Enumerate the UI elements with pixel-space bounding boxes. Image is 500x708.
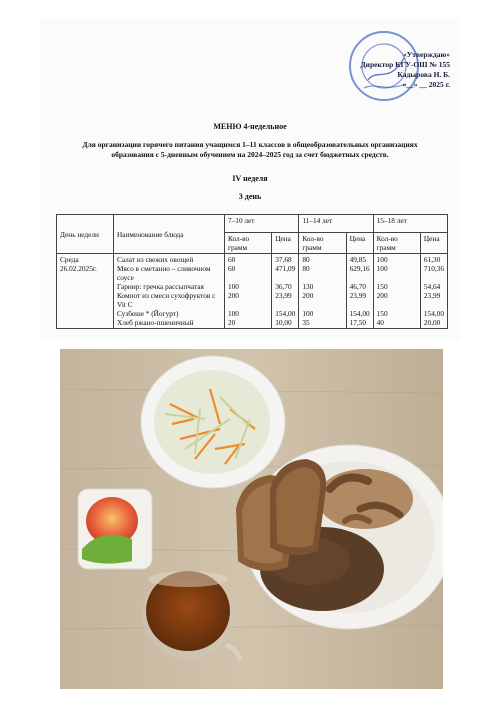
value: 150 — [376, 282, 388, 291]
header-qty: Кол-во грамм — [299, 233, 346, 254]
value-cell — [225, 254, 272, 329]
value: 710,36 — [423, 264, 444, 273]
value-cell — [346, 254, 373, 329]
header-day: День недели — [57, 215, 114, 254]
day-name: Среда — [60, 255, 79, 264]
value: 100 — [376, 264, 388, 273]
value: 49,85 — [349, 255, 366, 264]
meal-illustration — [60, 349, 443, 689]
menu-description: Для организации горячего питания учащимся 1–11 классов в общеобразовательных организациях образования с 5-дневным обучением на 2024–2025 год за счет бюджетных средств. — [82, 140, 418, 159]
value: 23,99 — [275, 291, 292, 300]
dish-name: Гарнир: гречка рассыпчатая — [117, 282, 204, 291]
value: 20,00 — [423, 318, 441, 327]
value: 100 — [376, 255, 388, 264]
dish-name: Сузбеше * (Йогурт) — [117, 309, 179, 318]
value: 20 — [228, 318, 236, 327]
value: 154,00 — [423, 309, 444, 318]
value: 10,00 — [275, 318, 292, 327]
approval-line: «Утверждаю» — [403, 50, 450, 59]
header-price: Цена — [346, 233, 373, 254]
header-dish: Наименование блюда — [114, 215, 225, 254]
approval-line: Директор КГУ-ОШ № 155 — [360, 60, 450, 69]
value-cell — [373, 254, 420, 329]
value: 46,70 — [349, 282, 366, 291]
value-cell — [420, 254, 447, 329]
header-age-group: 7–10 лет — [225, 215, 299, 233]
value: 35 — [302, 318, 310, 327]
yogurt-cup — [78, 489, 152, 569]
header-age-group: 11–14 лет — [299, 215, 373, 233]
menu-title: МЕНЮ 4-недельное — [213, 122, 287, 131]
value: 200 — [228, 291, 239, 300]
header-age-group: 15–18 лет — [373, 215, 447, 233]
value: 200 — [376, 291, 388, 300]
value-cell — [272, 254, 299, 329]
value: 54,64 — [423, 282, 441, 291]
value: 80 — [302, 264, 310, 273]
value: 23,99 — [423, 291, 441, 300]
dish-name: Мясо в сметанно – сливочном соусе — [117, 264, 211, 282]
dish-name: Хлеб ржано-пшеничный — [117, 318, 194, 327]
day-label: 3 день — [238, 192, 262, 201]
dish-name: Компот из смеси сухофруктов с Vit C — [117, 291, 216, 309]
value-cell — [299, 254, 346, 329]
value: 154,00 — [275, 309, 296, 318]
value: 130 — [302, 282, 314, 291]
value: 36,70 — [275, 282, 292, 291]
value: 629,16 — [349, 264, 370, 273]
header-price: Цена — [420, 233, 447, 254]
meal-photo — [60, 349, 443, 689]
value: 100 — [302, 309, 314, 318]
table-row — [57, 254, 448, 329]
dish-cell — [114, 254, 225, 329]
week-label: IV неделя — [232, 174, 268, 183]
value: 61,30 — [423, 255, 441, 264]
menu-table — [56, 214, 448, 329]
value: 40 — [376, 318, 384, 327]
value: 100 — [228, 282, 239, 291]
header-qty: Кол-во грамм — [225, 233, 272, 254]
value: 23,99 — [349, 291, 366, 300]
value: 100 — [228, 309, 239, 318]
value: 17,50 — [349, 318, 366, 327]
header-price: Цена — [272, 233, 299, 254]
value: 471,09 — [275, 264, 296, 273]
salad-bowl — [141, 356, 285, 488]
approval-line: «__» __ 2025 г. — [402, 80, 450, 89]
approval-block — [360, 50, 450, 90]
value: 60 — [228, 264, 236, 273]
day-cell — [57, 254, 114, 329]
meat-in-sauce — [317, 469, 413, 529]
menu-document — [40, 18, 460, 340]
value: 200 — [302, 291, 314, 300]
value: 154,00 — [349, 309, 370, 318]
dish-name: Салат из свежих овощей — [117, 255, 194, 264]
value: 60 — [228, 255, 236, 264]
value: 80 — [302, 255, 310, 264]
header-qty: Кол-во грамм — [373, 233, 420, 254]
day-date: 26.02.2025г. — [60, 264, 97, 273]
approval-line: Кадырова Н. Б. — [397, 70, 450, 79]
value: 37,68 — [275, 255, 292, 264]
value: 150 — [376, 309, 388, 318]
